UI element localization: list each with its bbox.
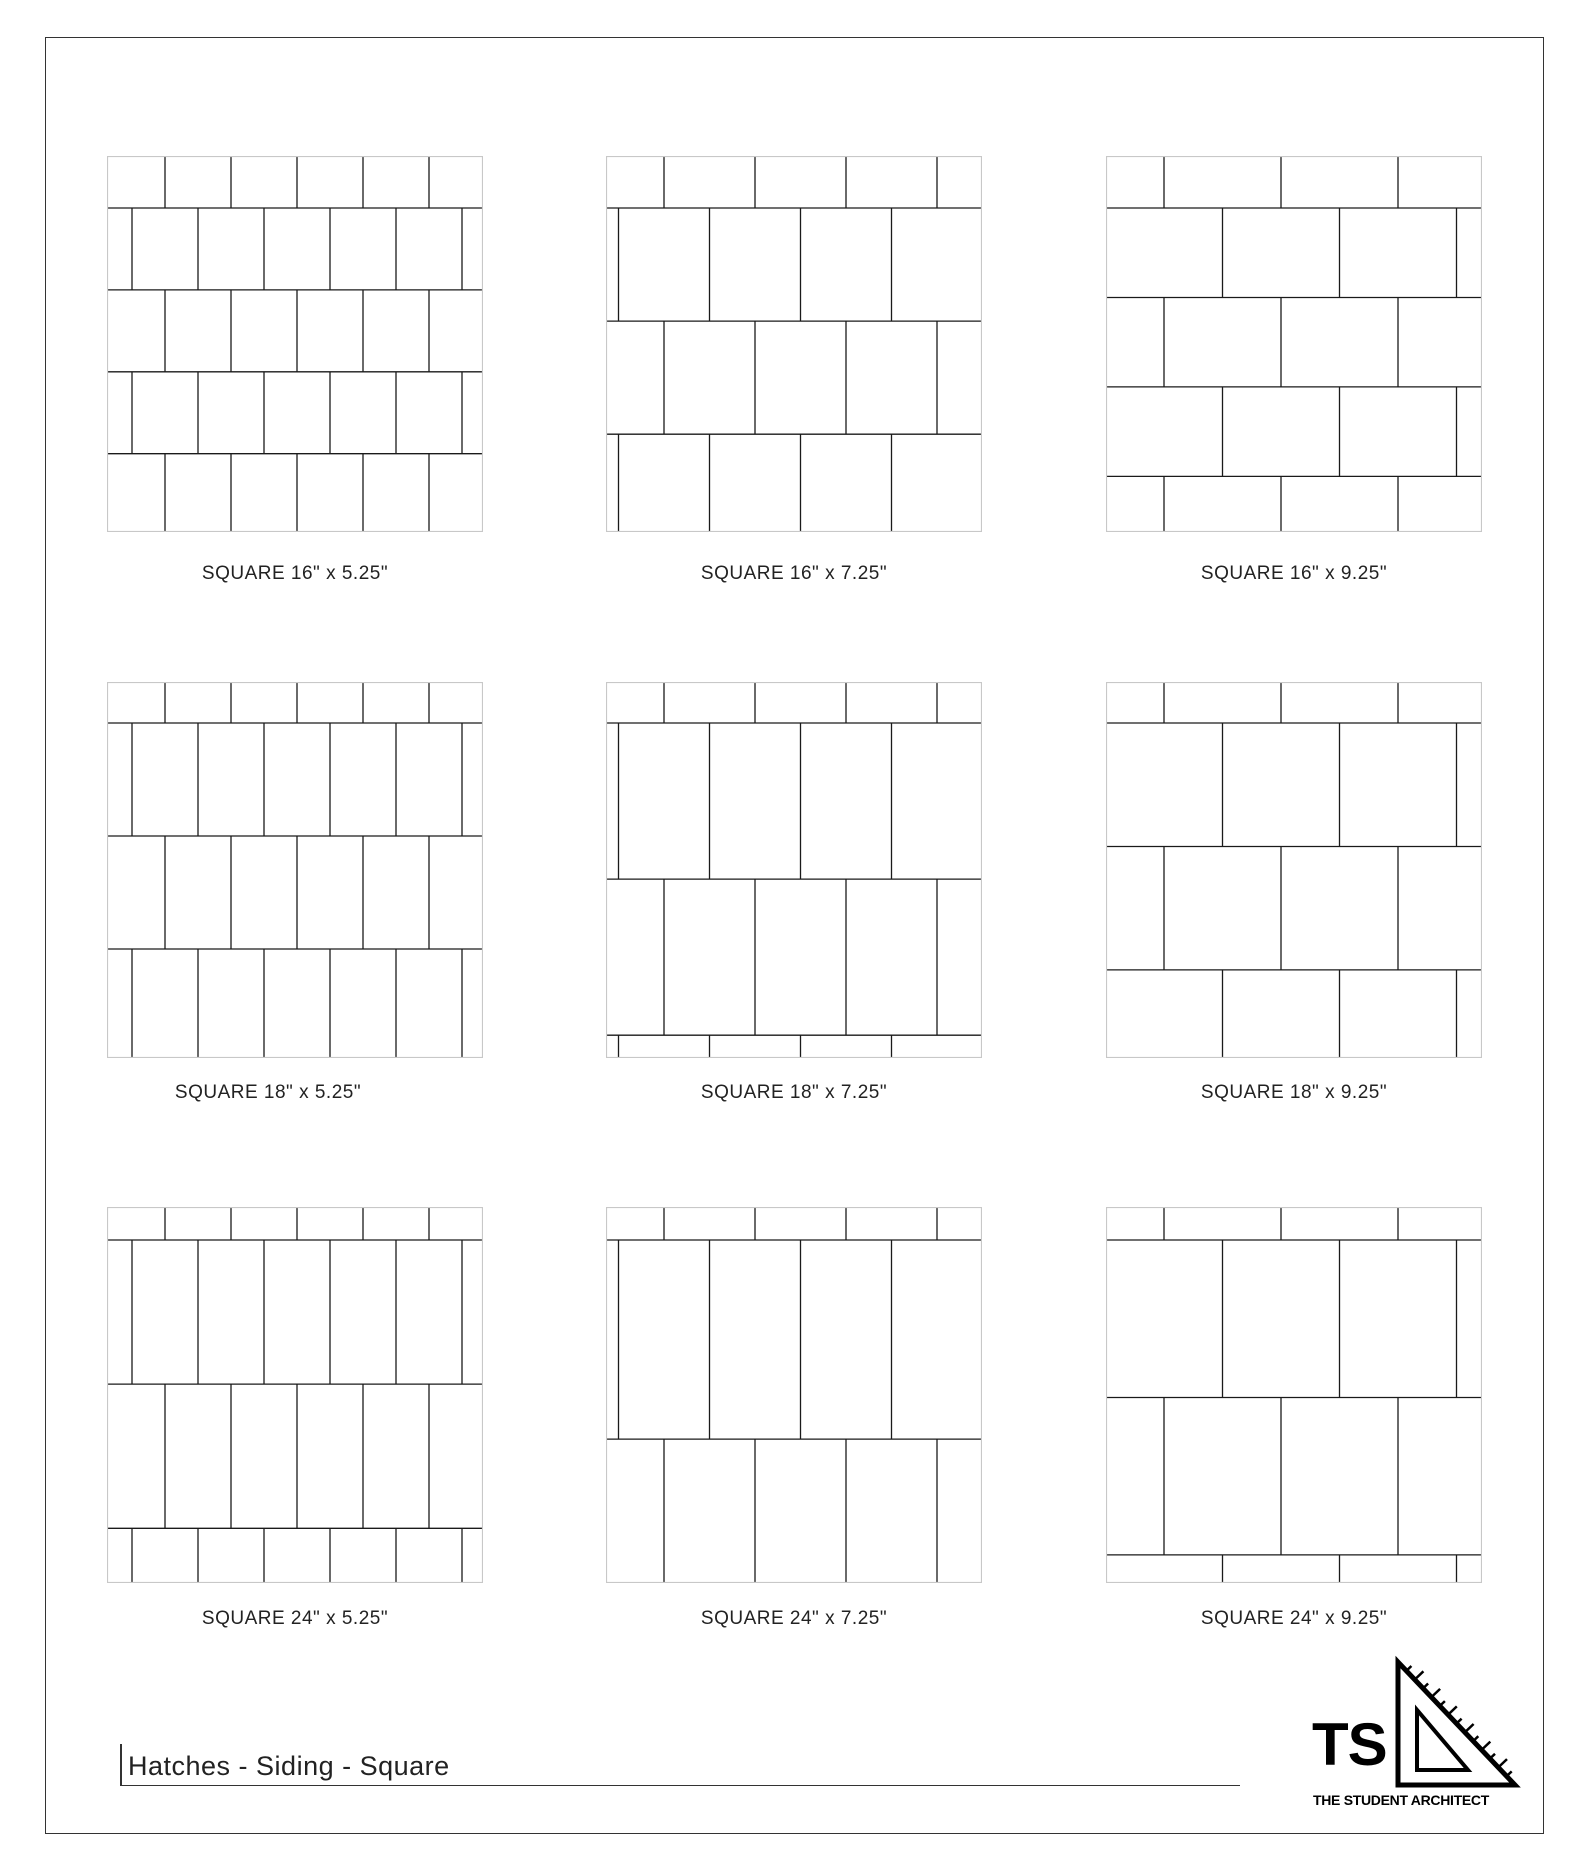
swatch-frame	[607, 1208, 982, 1583]
hatch-caption: SQUARE 24" x 5.25"	[201, 1608, 389, 1629]
ruler-tick	[1423, 1684, 1428, 1689]
brand-name: THE STUDENT ARCHITECT	[1313, 1792, 1489, 1808]
hatch-swatch-18x5-25	[107, 682, 483, 1058]
title-block-tick	[120, 1744, 122, 1786]
hatch-swatch-16x9-25	[1106, 156, 1482, 532]
swatch-frame	[1107, 157, 1482, 532]
hatch-pattern	[107, 682, 483, 1058]
hatch-caption: SQUARE 16" x 7.25"	[700, 563, 888, 584]
hatch-caption: SQUARE 16" x 9.25"	[1200, 563, 1388, 584]
hatch-caption: SQUARE 18" x 9.25"	[1200, 1082, 1388, 1103]
swatch-frame	[607, 157, 982, 532]
ruler-tick	[1507, 1771, 1512, 1776]
ruler-tick	[1440, 1701, 1445, 1706]
title-block	[120, 1744, 1240, 1786]
hatch-swatch-16x5-25	[107, 156, 483, 532]
ruler-tick	[1448, 1706, 1457, 1714]
ruler-tick	[1498, 1759, 1507, 1767]
hatch-pattern	[1106, 156, 1482, 532]
ruler-tick	[1457, 1719, 1462, 1724]
swatch-frame	[108, 1208, 483, 1583]
ruler-tick	[1431, 1689, 1440, 1697]
hatch-swatch-18x7-25	[606, 682, 982, 1058]
hatch-swatch-24x7-25	[606, 1207, 982, 1583]
title-block-rule	[120, 1785, 1240, 1787]
hatch-pattern	[606, 1207, 982, 1583]
swatch-frame	[108, 683, 483, 1058]
hatch-caption: SQUARE 16" x 5.25"	[201, 563, 389, 584]
hatch-swatch-18x9-25	[1106, 682, 1482, 1058]
ruler-tick	[1465, 1724, 1474, 1732]
hatch-caption: SQUARE 18" x 5.25"	[174, 1082, 362, 1103]
hatch-pattern	[606, 156, 982, 532]
ruler-tick	[1415, 1671, 1424, 1679]
swatch-frame	[1107, 1208, 1482, 1583]
ruler-tick	[1473, 1736, 1478, 1741]
hatch-pattern	[107, 1207, 483, 1583]
swatch-frame	[607, 683, 982, 1058]
brand-monogram: TS	[1312, 1711, 1387, 1778]
sheet-title: Hatches - Siding - Square	[128, 1751, 450, 1781]
swatch-frame	[108, 157, 483, 532]
hatch-swatch-24x9-25	[1106, 1207, 1482, 1583]
hatch-caption: SQUARE 24" x 7.25"	[700, 1608, 888, 1629]
hatch-pattern	[107, 156, 483, 532]
hatch-swatch-16x7-25	[606, 156, 982, 532]
hatch-pattern	[1106, 1207, 1482, 1583]
ruler-tick	[1482, 1742, 1491, 1750]
brand-logo	[1305, 1655, 1535, 1815]
ruler-tick	[1406, 1666, 1411, 1671]
swatch-frame	[1107, 683, 1482, 1058]
ruler-tick	[1490, 1754, 1495, 1759]
hatch-caption: SQUARE 18" x 7.25"	[700, 1082, 888, 1103]
hatch-caption: SQUARE 24" x 9.25"	[1200, 1608, 1388, 1629]
hatch-pattern	[1106, 682, 1482, 1058]
hatch-swatch-24x5-25	[107, 1207, 483, 1583]
hatch-pattern	[606, 682, 982, 1058]
